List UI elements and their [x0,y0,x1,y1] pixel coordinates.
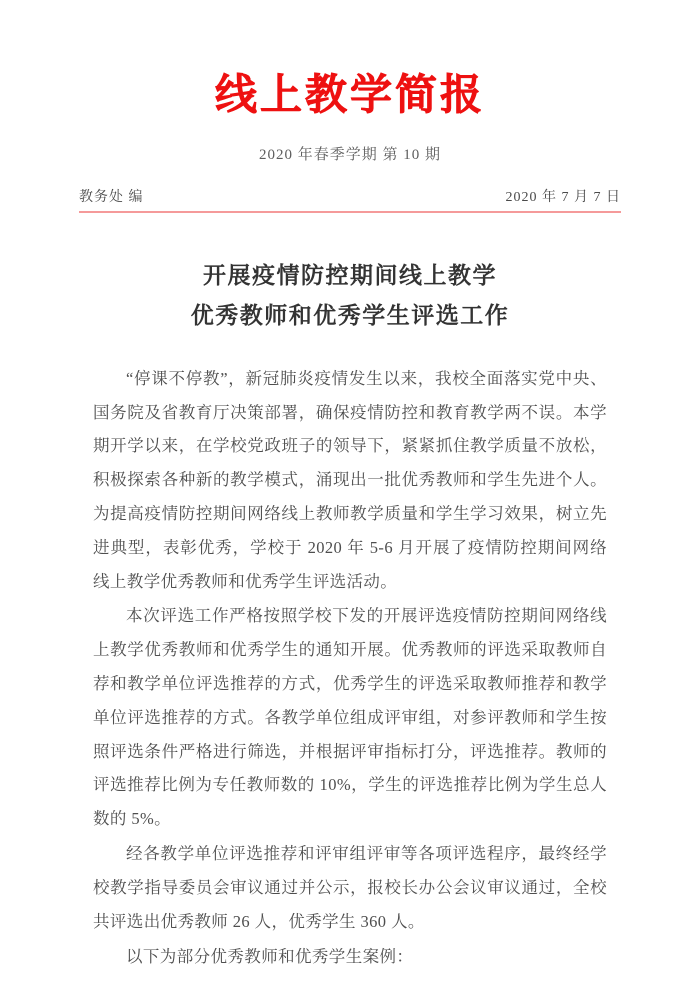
document-headline-line-1: 开展疫情防控期间线上教学 [203,262,497,289]
masthead-issue-line: 2020 年春季学期 第 10 期 [258,147,441,164]
masthead [0,0,700,164]
imprint-editor: 教务处 编 [79,190,144,206]
imprint-row [79,186,621,211]
imprint-date: 2020 年 7 月 7 日 [505,190,621,206]
document-headline [0,255,700,336]
document-headline-line-2: 优秀教师和优秀学生评选工作 [190,302,510,329]
body-paragraph: 以下为部分优秀教师和优秀学生案例： [126,946,414,966]
masthead-divider [79,211,621,213]
document-body [93,362,607,974]
body-paragraph: 本次评选工作严格按照学校下发的开展评选疫情防控期间网络线上教学优秀教师和优秀学生的通知开展。优秀教师的评选采取教师自荐和教学单位评选推荐的方式，优秀学生的评选采取教师推荐和教学单位评选推荐的方式。各教学单位组成评审组，对参评教师和学生按照评选条件严格进行筛选，并根据评审指标打分，评选推荐。教师的评选推荐比例为专任教师数的 10%，学生的评选推荐比例为学生总人数的 5%。 [93,606,607,829]
masthead-title: 线上教学简报 [214,71,485,118]
body-paragraph: “停课不停教”，新冠肺炎疫情发生以来，我校全面落实党中央、国务院及省教育厅决策部署，确保疫情防控和教育教学两不误。本学期开学以来，在学校党政班子的领导下，紧紧抓住教学质量不放松，积极探索各种新的教学模式，涌现出一批优秀教师和学生先进个人。为提高疫情防控期间网络线上教师教学质量和学生学习效果，树立先进典型，表彰优秀，学校于 2020 年 5-6 月开展了疫情防控期间网络线上教学优秀教师和优秀学生评选活动。 [93,368,607,591]
body-paragraph: 经各教学单位评选推荐和评审组评审等各项评选程序，最终经学校教学指导委员会审议通过并公示，报校长办公会议审议通过，全校共评选出优秀教师 26 人，优秀学生 360 人。 [93,844,607,931]
